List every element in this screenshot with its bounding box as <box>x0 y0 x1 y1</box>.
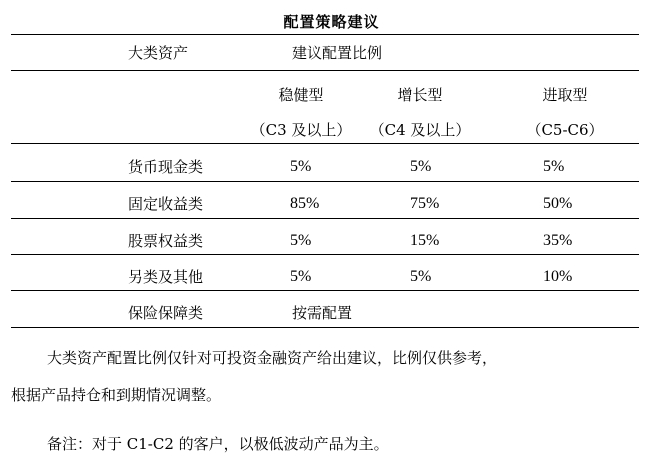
asset-class-header: 大类资产 <box>128 44 189 62</box>
row-label-alternatives: 另类及其他 <box>128 268 204 286</box>
remark-text: 备注：对于 C1-C2 的客户，以极低波动产品为主。 <box>47 435 389 453</box>
cash-growth-value: 5% <box>410 158 432 175</box>
note-paragraph-line-2: 根据产品持仓和到期情况调整。 <box>11 386 222 404</box>
table-row-divider <box>11 143 639 144</box>
table-row-divider <box>11 254 639 255</box>
table-bottom-border <box>11 327 639 328</box>
alternatives-aggressive-value: 10% <box>543 268 573 285</box>
profile-range-conservative: （C3 及以上） <box>250 121 352 139</box>
profile-name-growth: 增长型 <box>397 86 443 104</box>
alternatives-conservative-value: 5% <box>290 268 312 285</box>
equity-growth-value: 15% <box>410 232 440 249</box>
fixed-income-growth-value: 75% <box>410 195 440 212</box>
row-label-equity: 股票权益类 <box>128 232 204 250</box>
equity-conservative-value: 5% <box>290 232 312 249</box>
row-label-cash: 货币现金类 <box>128 158 204 176</box>
equity-aggressive-value: 35% <box>543 232 573 249</box>
profile-range-growth: （C4 及以上） <box>369 121 471 139</box>
table-row-divider <box>11 218 639 219</box>
table-row-divider <box>11 181 639 182</box>
profile-name-aggressive: 进取型 <box>542 86 588 104</box>
row-label-fixed-income: 固定收益类 <box>128 195 204 213</box>
table-top-border <box>11 34 639 35</box>
insurance-value: 按需配置 <box>292 304 353 322</box>
alternatives-growth-value: 5% <box>410 268 432 285</box>
cash-aggressive-value: 5% <box>543 158 565 175</box>
fixed-income-aggressive-value: 50% <box>543 195 573 212</box>
table-row-divider <box>11 70 639 71</box>
document-title: 配置策略建议 <box>283 13 380 31</box>
table-row-divider <box>11 290 639 291</box>
note-paragraph-line-1: 大类资产配置比例仅针对可投资金融资产给出建议，比例仅供参考， <box>47 349 498 367</box>
fixed-income-conservative-value: 85% <box>290 195 320 212</box>
profile-name-conservative: 稳健型 <box>278 86 324 104</box>
cash-conservative-value: 5% <box>290 158 312 175</box>
row-label-insurance: 保险保障类 <box>128 304 204 322</box>
profile-range-aggressive: （C5-C6） <box>526 121 604 139</box>
allocation-header: 建议配置比例 <box>292 44 383 62</box>
